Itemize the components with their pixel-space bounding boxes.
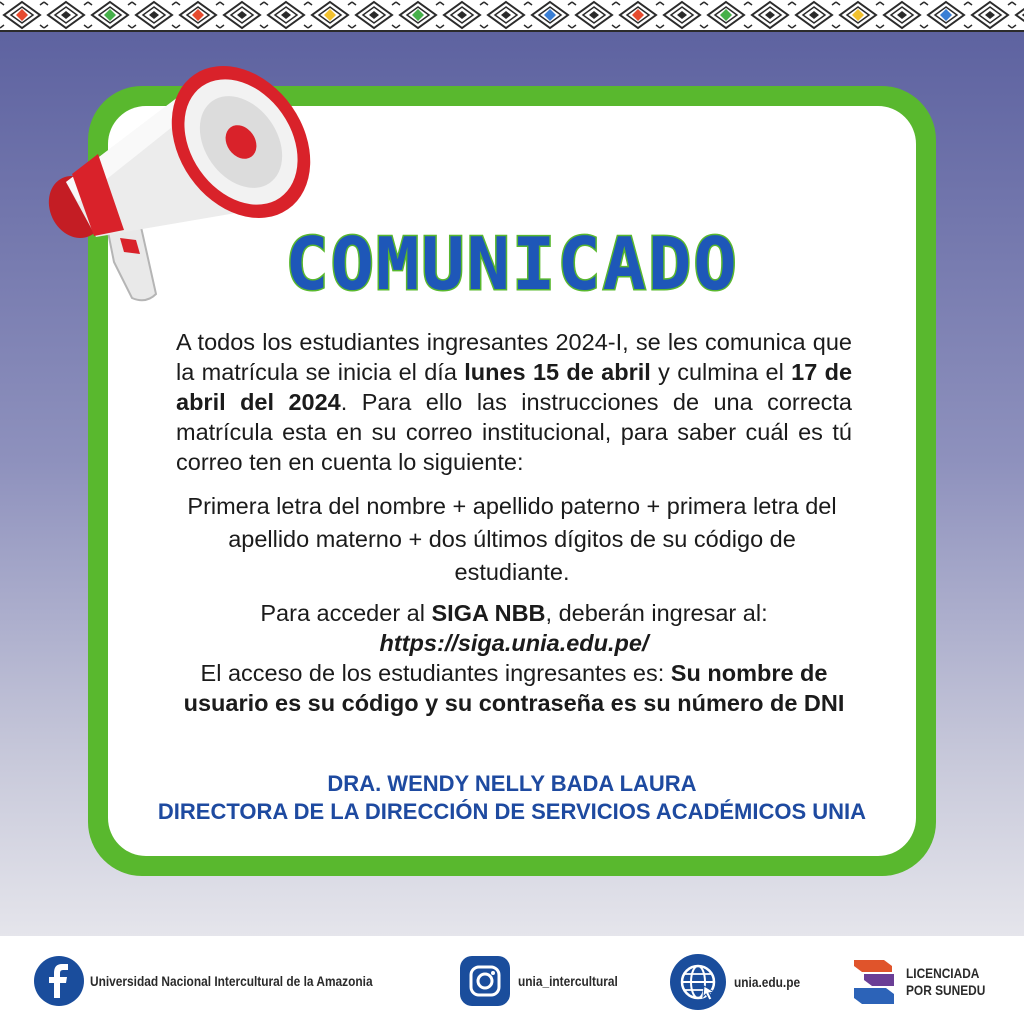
license-line-2: POR SUNEDU xyxy=(906,982,986,998)
email-formula: Primera letra del nombre + apellido paterno + primera letra del apellido materno + dos últimos dígitos de su código de estudiante. xyxy=(187,493,837,585)
start-date: lunes 15 de abril xyxy=(464,359,651,385)
access-instructions xyxy=(176,598,852,718)
signature-block xyxy=(0,770,1024,826)
announcement-paragraph xyxy=(176,327,852,477)
license-text xyxy=(906,965,999,999)
sunedu-badge xyxy=(850,956,999,1008)
footer xyxy=(0,936,1024,1024)
decorative-pattern-band xyxy=(0,0,1024,32)
instagram-link[interactable] xyxy=(460,956,635,1006)
globe-cursor-icon xyxy=(670,954,726,1010)
facebook-icon xyxy=(34,956,84,1006)
instagram-icon xyxy=(460,956,510,1006)
signer-name: DRA. WENDY NELLY BADA LAURA xyxy=(327,771,697,796)
siga-link[interactable]: https://siga.unia.edu.pe/ xyxy=(379,630,649,656)
sunedu-logo xyxy=(850,956,900,1008)
page-title: COMUNICADO xyxy=(285,222,739,306)
text-segment: . Para ello las instrucciones de una correcta matrícula esta en su correo institucional, para saber cuál es tú correo ten en cuenta lo siguiente: xyxy=(176,389,853,475)
text-segment: , deberán ingresar al: xyxy=(545,600,768,626)
end-date: 17 de abril del 2024 xyxy=(176,359,853,415)
license-line-1: LICENCIADA xyxy=(906,965,980,981)
credentials-note: Su nombre de usuario es su código y su contraseña es su número de DNI xyxy=(183,660,845,716)
text-segment: El acceso de los estudiantes ingresantes es: xyxy=(200,660,671,686)
facebook-label: Universidad Nacional Intercultural de la Amazonia xyxy=(90,973,373,989)
website-link[interactable] xyxy=(670,954,812,1010)
system-name: SIGA NBB xyxy=(431,600,546,626)
signer-role: DIRECTORA DE LA DIRECCIÓN DE SERVICIOS ACADÉMICOS UNIA xyxy=(157,799,867,824)
instagram-label: unia_intercultural xyxy=(518,973,618,989)
text-segment: y culmina el xyxy=(650,359,792,385)
text-segment: A todos los estudiantes ingresantes 2024-I, se les comunica que la matrícula se inicia el día xyxy=(176,329,852,385)
facebook-link[interactable] xyxy=(34,956,422,1006)
text-segment: Para acceder al xyxy=(260,600,432,626)
website-label: unia.edu.pe xyxy=(734,974,801,990)
